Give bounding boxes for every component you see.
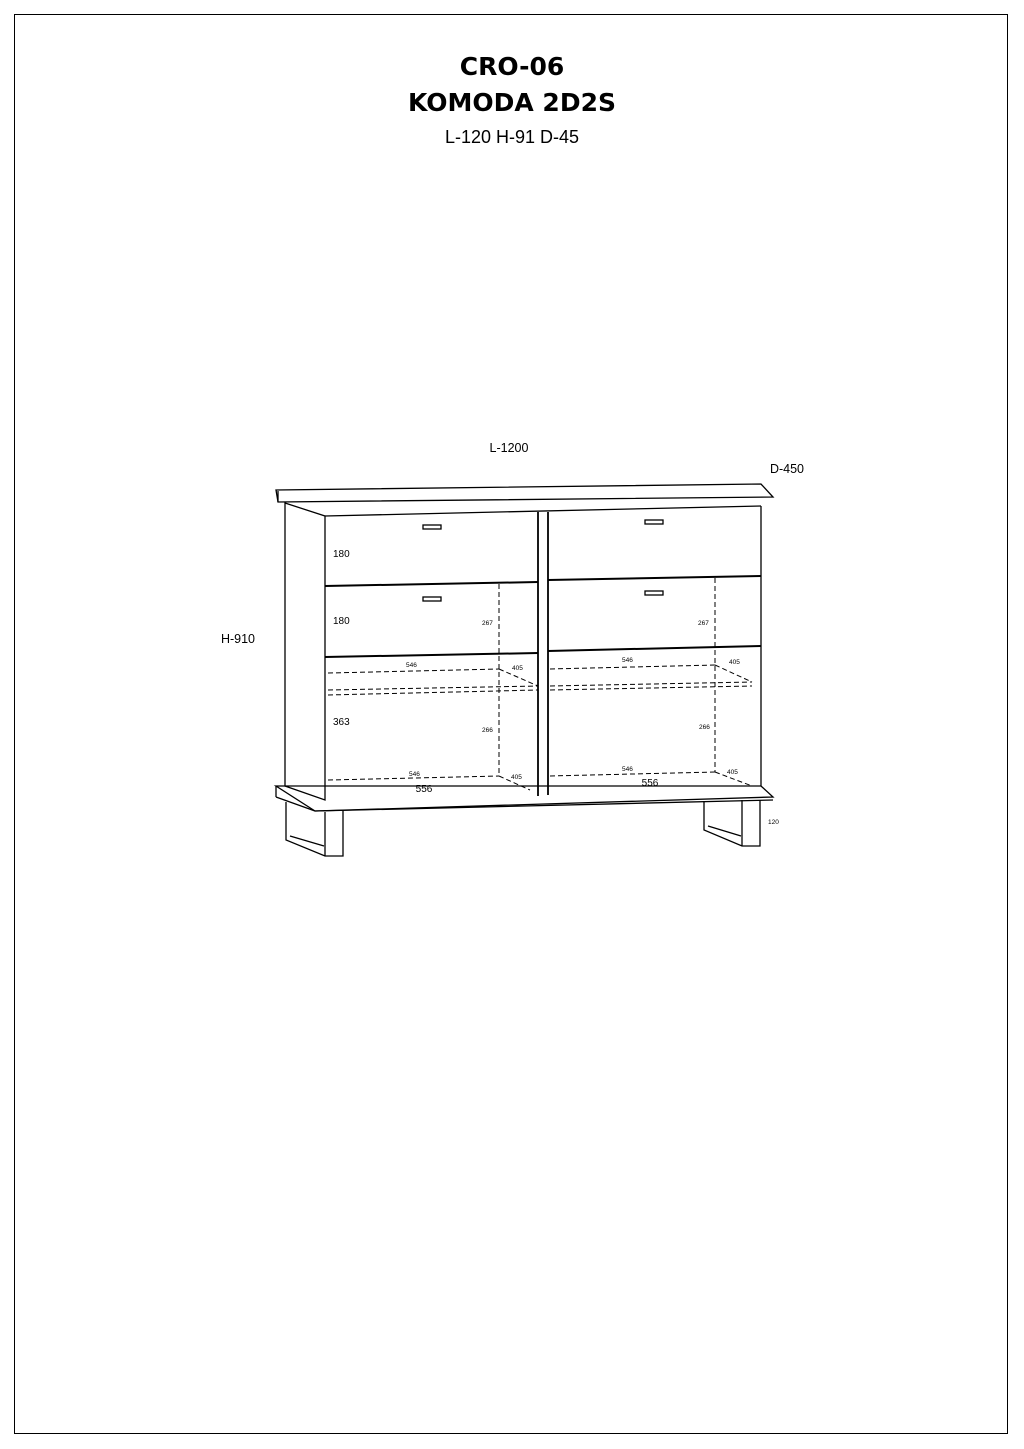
width-label: L-1200 (489, 441, 529, 455)
top-board (276, 484, 773, 502)
cabinet-height-label: 363 (333, 717, 350, 728)
shelf-depth-label: 405 (729, 659, 740, 666)
bottom-depth-label: 405 (727, 769, 738, 776)
inner-height-label: 266 (699, 724, 710, 731)
shelf-width-label: 546 (406, 662, 417, 669)
drawer-height-label: 180 (333, 616, 350, 627)
height-label: H-910 (220, 632, 256, 646)
side-panel (285, 503, 325, 800)
drawer-handle (423, 597, 441, 601)
drawer-handle (645, 591, 663, 595)
drawer-handle (423, 525, 441, 529)
inner-height-label: 267 (698, 620, 709, 627)
base-board (276, 786, 773, 811)
bottom-width-label: 546 (622, 766, 633, 773)
product-name: KOMODA 2D2S (408, 88, 616, 117)
door-width-label: 556 (415, 784, 433, 795)
bottom-depth-label: 405 (511, 774, 522, 781)
bottom-width-label: 546 (409, 771, 420, 778)
drawer-height-label: 180 (333, 549, 350, 560)
shelf-width-label: 546 (622, 657, 633, 664)
leg-height-label: 120 (768, 819, 779, 826)
product-code: CRO-06 (459, 52, 565, 81)
inner-height-label: 267 (482, 620, 493, 627)
door-width-label: 556 (641, 778, 659, 789)
inner-height-label: 266 (482, 727, 493, 734)
shelf-depth-label: 405 (512, 665, 523, 672)
depth-label: D-450 (769, 462, 805, 476)
right-leg (704, 800, 760, 846)
product-dimensions: L-120 H-91 D-45 (444, 127, 580, 147)
drawer-handle (645, 520, 663, 524)
